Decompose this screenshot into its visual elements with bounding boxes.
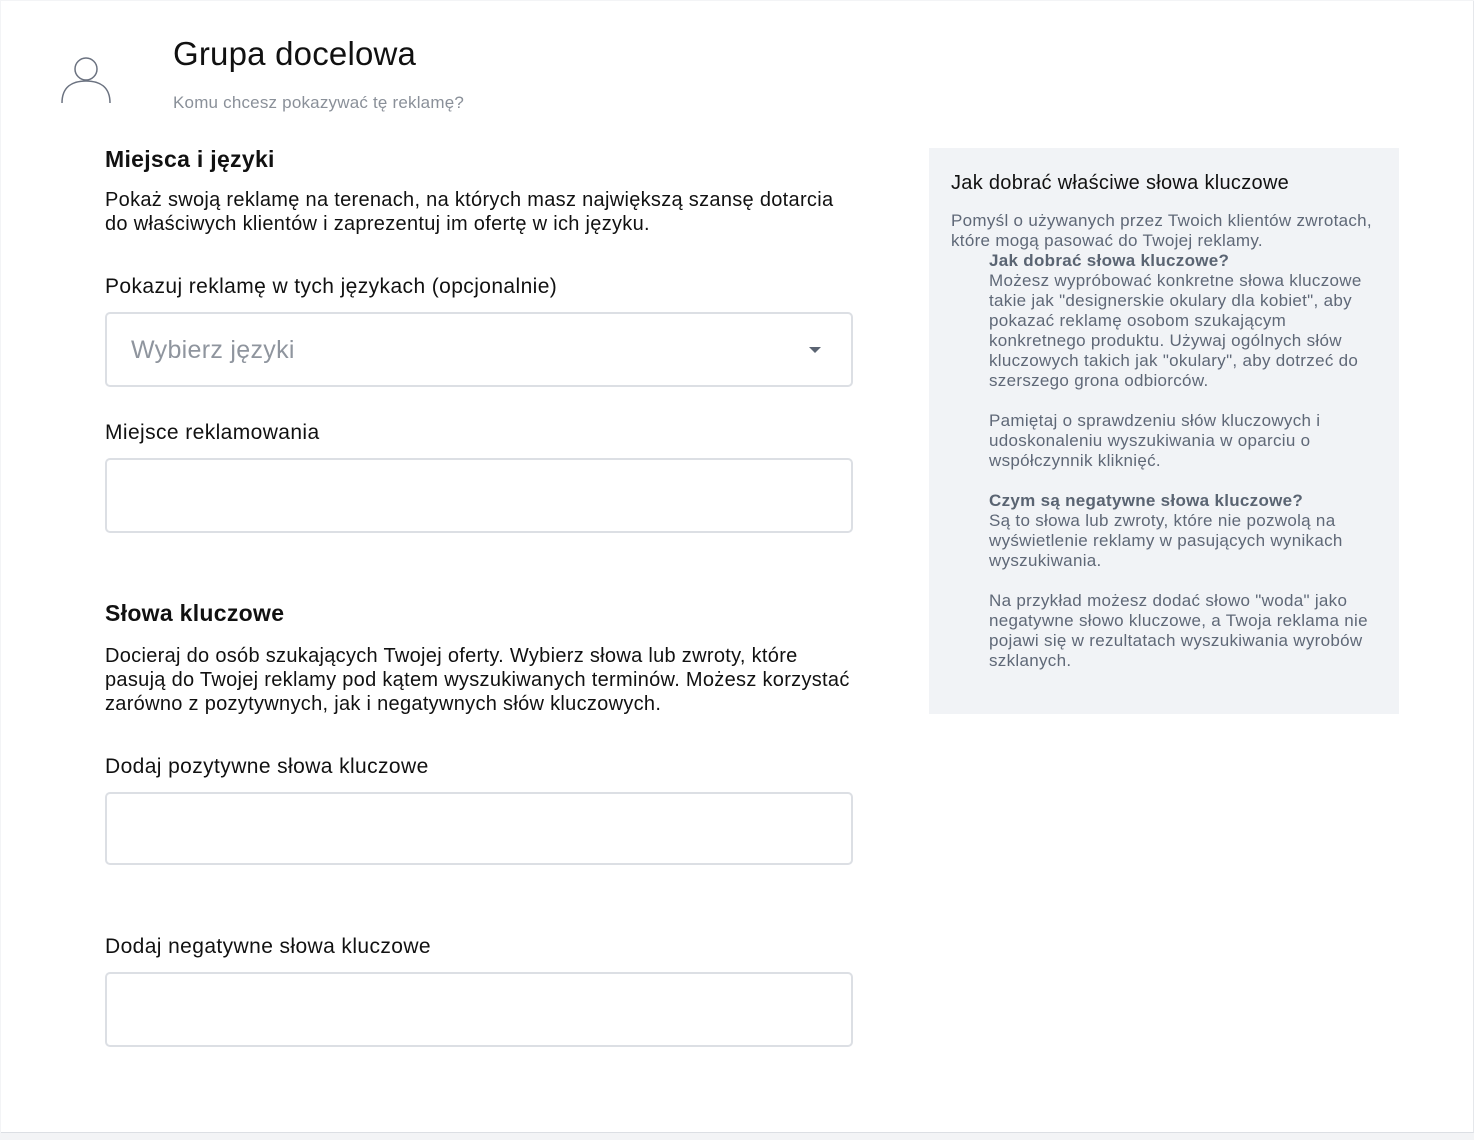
help-intro: Pomyśl o używanych przez Twoich klientów zwrotach, które mogą pasować do Twojej reklamy.: [951, 211, 1372, 250]
location-field-wrapper: [105, 458, 853, 533]
languages-label: Pokazuj reklamę w tych językach (opcjonalnie): [105, 275, 558, 298]
keywords-section-description: Docieraj do osób szukających Twojej oferty. Wybierz słowa lub zwroty, które pasują do Twojej reklamy pod kątem wyszukiwanych terminów. Możesz korzystać zarówno z pozytywnych, jak i negatywnych słów kluczowych.: [105, 645, 850, 715]
help-answer-2b: Na przykład możesz dodać słowo "woda" jako negatywne słowo kluczowe, a Twoja reklama nie pojawi się w rezultatach wyszukiwania wyrobów szklanych.: [989, 591, 1368, 670]
languages-select-placeholder: Wybierz języki: [131, 336, 295, 364]
caret-down-icon[interactable]: [809, 347, 821, 353]
location-input[interactable]: [107, 460, 851, 531]
negative-keywords-input[interactable]: [107, 974, 851, 1045]
languages-select[interactable]: [105, 312, 853, 387]
negative-keywords-label: Dodaj negatywne słowa kluczowe: [105, 935, 432, 958]
positive-keywords-input[interactable]: [107, 794, 851, 863]
positive-keywords-label: Dodaj pozytywne słowa kluczowe: [105, 755, 429, 778]
user-icon: [60, 53, 112, 105]
help-answer-2: Są to słowa lub zwroty, które nie pozwolą na wyświetlenie reklamy w pasujących wynikach wyszukiwania.: [989, 511, 1343, 570]
help-answer-1b: Pamiętaj o sprawdzeniu słów kluczowych i udoskonaleniu wyszukiwania w oparciu o współczynnik kliknięć.: [989, 411, 1321, 470]
page-title: Grupa docelowa: [173, 35, 417, 72]
help-panel-body: [951, 211, 1381, 671]
audience-card: [1, 1, 1474, 1133]
page-subtitle: Komu chcesz pokazywać tę reklamę?: [173, 93, 465, 112]
negative-keywords-field-wrapper: [105, 972, 853, 1047]
positive-keywords-field-wrapper: [105, 792, 853, 865]
places-section-title: Miejsca i języki: [105, 146, 275, 172]
help-answer-1: Możesz wypróbować konkretne słowa kluczowe takie jak "designerskie okulary dla kobiet", aby pokazać reklamę osobom szukającym konkretnego produktu. Używaj ogólnych słów kluczowych takich jak "okulary", aby dotrzeć do szerszego grona odbiorców.: [989, 271, 1362, 390]
keywords-help-panel: [929, 148, 1399, 714]
keywords-section-title: Słowa kluczowe: [105, 600, 285, 626]
places-section-description: Pokaż swoją reklamę na terenach, na których masz największą szansę dotarcia do właściwych klientów i zaprezentuj im ofertę w ich języku.: [105, 189, 834, 235]
help-question-2: Czym są negatywne słowa kluczowe?: [989, 491, 1304, 510]
location-label: Miejsce reklamowania: [105, 421, 320, 444]
help-question-1: Jak dobrać słowa kluczowe?: [989, 251, 1230, 270]
help-panel-title: Jak dobrać właściwe słowa kluczowe: [951, 172, 1290, 194]
help-details: [951, 251, 1381, 671]
